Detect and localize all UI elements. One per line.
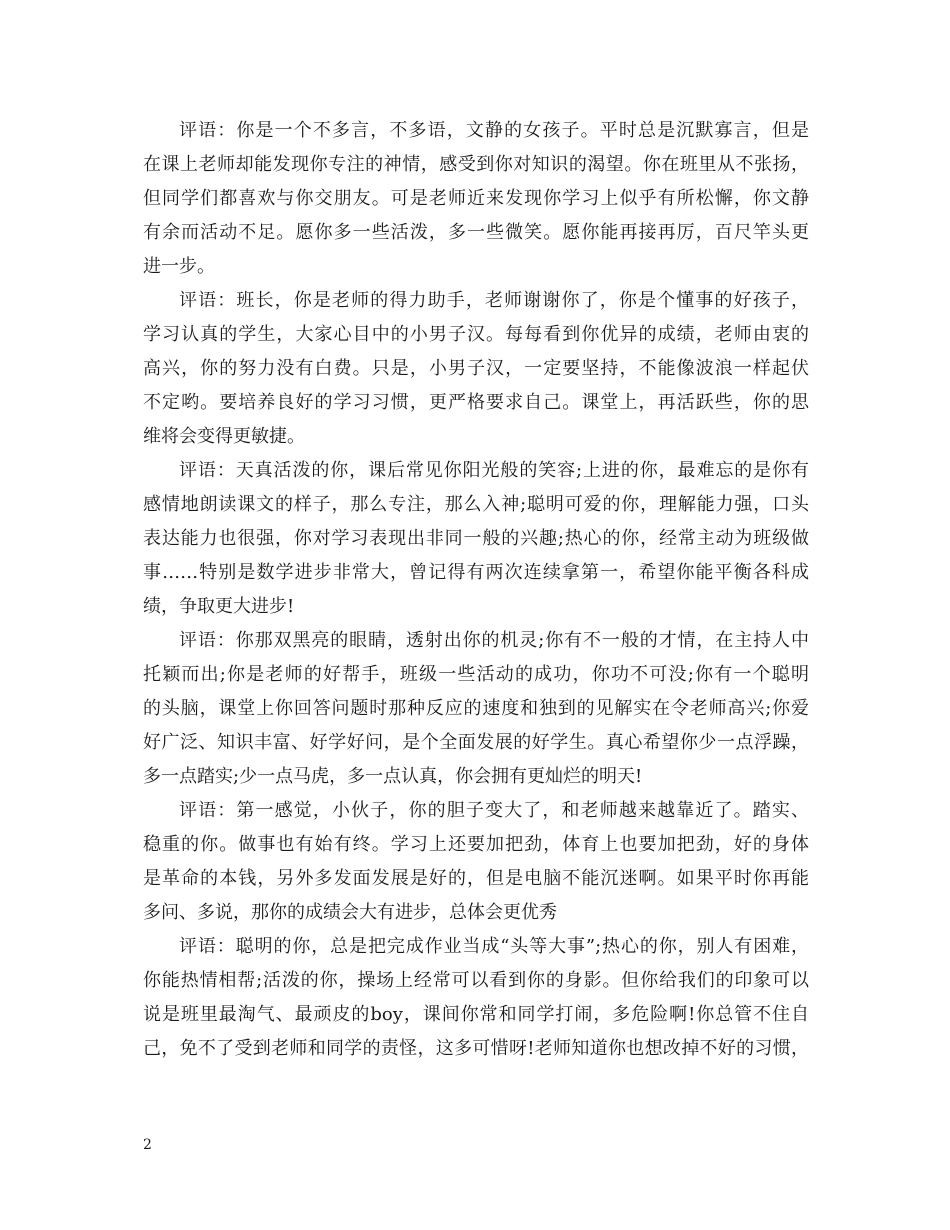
text-line: 不定哟。要培养良好的学习习惯，更严格要求自己。课堂上，再活跃些，你的思 [143,392,809,413]
comment-paragraph-2 [143,284,809,454]
text-line: 进一步。 [143,256,215,277]
text-line: 多一点踏实;少一点马虎，多一点认真，你会拥有更灿烂的明天! [143,766,643,787]
comment-paragraph-4 [143,624,809,794]
text-line: 绩，争取更大进步! [143,596,295,617]
text-line: 评语：班长，你是老师的得力助手，老师谢谢你了，你是个懂事的好孩子， [179,290,809,311]
text-line: 稳重的你。做事也有始有终。学习上还要加把劲，体育上也要加把劲，好的身体 [143,834,809,855]
text-line: 评语：聪明的你，总是把完成作业当成“头等大事”;热心的你，别人有困难， [179,936,809,957]
text-line: 你能热情相帮;活泼的你，操场上经常可以看到你的身影。但你给我们的印象可以 [143,970,809,991]
text-line: 维将会变得更敏捷。 [143,426,305,447]
comment-paragraph-3 [143,454,809,624]
comment-paragraph-6 [143,930,809,1066]
text-line: 是革命的本钱，另外多发面发展是好的，但是电脑不能沉迷啊。如果平时你再能 [143,868,809,889]
text-line: 多问、多说，那你的成绩会大有进步，总体会更优秀 [143,902,557,923]
document-body [143,114,809,1066]
page-number: 2 [143,1137,152,1153]
text-line: 表达能力也很强，你对学习表现出非同一般的兴趣;热心的你，经常主动为班级做 [143,528,809,549]
text-line: 己，免不了受到老师和同学的责怪，这多可惜呀!老师知道你也想改掉不好的习惯， [143,1038,809,1059]
comment-paragraph-1 [143,114,809,284]
text-line: 的头脑，课堂上你回答问题时那种反应的速度和独到的见解实在令老师高兴;你爱 [143,698,809,719]
text-line: 评语：你那双黑亮的眼睛，透射出你的机灵;你有不一般的才情，在主持人中 [179,630,809,651]
text-line: 评语：天真活泼的你，课后常见你阳光般的笑容;上进的你，最难忘的是你有 [179,460,809,481]
text-line: 评语：第一感觉，小伙子，你的胆子变大了，和老师越来越靠近了。踏实、 [179,800,809,821]
text-line: 但同学们都喜欢与你交朋友。可是老师近来发现你学习上似乎有所松懈，你文静 [143,188,809,209]
text-line: 托颖而出;你是老师的好帮手，班级一些活动的成功，你功不可没;你有一个聪明 [143,664,809,685]
text-line: 在课上老师却能发现你专注的神情，感受到你对知识的渴望。你在班里从不张扬， [143,154,809,175]
text-line: 有余而活动不足。愿你多一些活泼，多一些微笑。愿你能再接再厉，百尺竿头更 [143,222,809,243]
text-line: 事……特别是数学进步非常大，曾记得有两次连续拿第一，希望你能平衡各科成 [143,562,809,583]
text-line: 好广泛、知识丰富、好学好问，是个全面发展的好学生。真心希望你少一点浮躁， [143,732,809,753]
text-line: 感情地朗读课文的样子，那么专注，那么入神;聪明可爱的你，理解能力强，口头 [143,494,809,515]
text-line: 高兴，你的努力没有白费。只是，小男子汉，一定要坚持，不能像波浪一样起伏 [143,358,809,379]
comment-paragraph-5 [143,794,809,930]
text-line: 说是班里最淘气、最顽皮的boy，课间你常和同学打闹，多危险啊!你总管不住自 [143,1004,809,1025]
text-line: 学习认真的学生，大家心目中的小男子汉。每每看到你优异的成绩，老师由衷的 [143,324,809,345]
text-line: 评语：你是一个不多言，不多语，文静的女孩子。平时总是沉默寡言，但是 [179,120,809,141]
